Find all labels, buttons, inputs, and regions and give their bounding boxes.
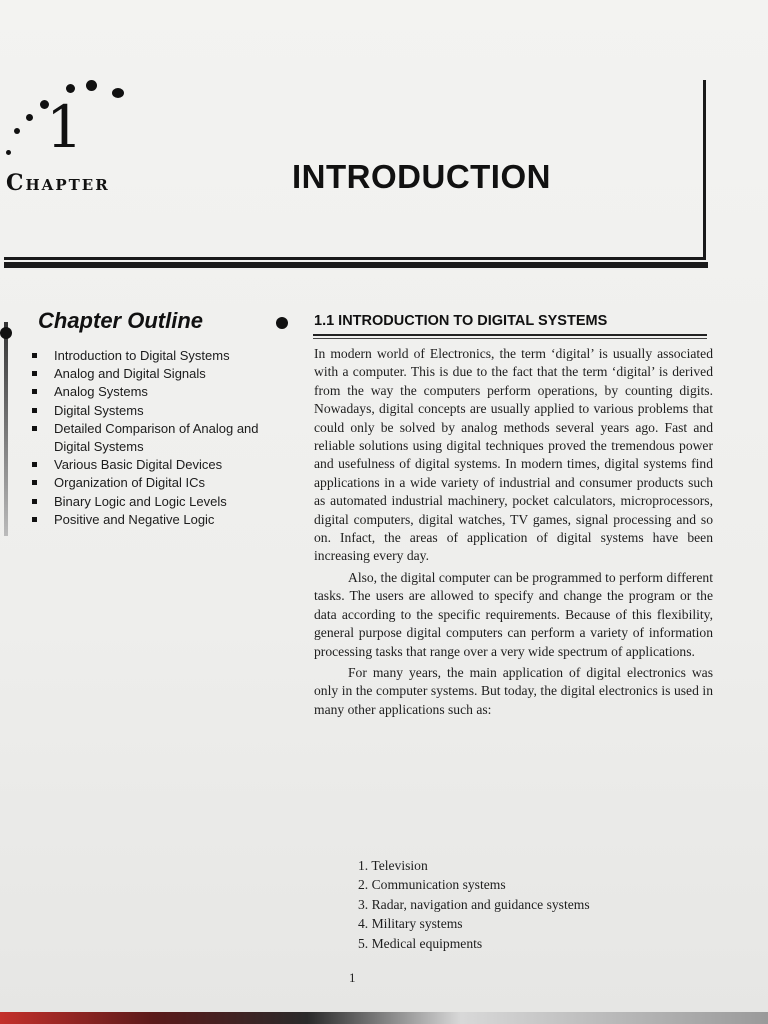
outline-item: Binary Logic and Logic Levels (30, 493, 294, 511)
section-heading: 1.1 INTRODUCTION TO DIGITAL SYSTEMS (314, 313, 608, 329)
page-number: 1 (349, 970, 356, 985)
application-item: 1. Television (358, 858, 428, 873)
outline-item: Digital Systems (30, 402, 294, 420)
outline-item: Analog Systems (30, 383, 294, 401)
chapter-label-text: Chapter (6, 170, 110, 196)
outline-dot-left (0, 327, 12, 339)
photo-bottom-edge (0, 1012, 768, 1024)
applications-list (358, 856, 590, 953)
section-heading-rule-thin (313, 338, 707, 339)
section-heading-rule (313, 334, 707, 336)
outline-side-rule (4, 322, 8, 536)
outline-item: Organization of Digital ICs (30, 474, 294, 492)
paragraph: Also, the digital computer can be programmed to perform different tasks. The users are allowed to specify and change the program or the data according to the specific requirements. Because of this flexibility, general purpose digital computers can perform a variety of information processing tasks that range over a very wide spectrum of applications. (314, 569, 713, 659)
outline-item: Detailed Comparison of Analog and Digital Systems (30, 420, 294, 456)
outline-heading: Chapter Outline (38, 308, 204, 333)
outline-item: Positive and Negative Logic (30, 511, 294, 529)
application-item: 3. Radar, navigation and guidance systems (358, 896, 590, 912)
chapter-label (6, 170, 110, 196)
outline-item: Various Basic Digital Devices (30, 456, 294, 474)
paragraph: In modern world of Electronics, the term ‘digital’ is usually associated with a computer. This is due to the fact that the term ‘digital’ is derived from the way the computers perform operations, by counting digits. Nowadays, digital concepts are usually applied to various problems that could only be solved by analog methods several years ago. Fast and reliable solutions using digital techniques proved the tremendous power and usefulness of digital systems. In modern times, digital systems find applications in a wide variety of industrial and consumer products such as automated industrial machinery, pocket calculators, microprocessors, digital computers, digital watches, TV games, signal processing and so on. Infact, the areas of application of digital systems have been increasing every day. (314, 346, 713, 564)
chapter-title: INTRODUCTION (292, 158, 551, 195)
paragraph: For many years, the main application of digital electronics was only in the computer systems. But today, the digital electronics is used in many other applications such as: (314, 664, 713, 717)
outline-dot-right (276, 317, 288, 329)
chapter-header-underline (4, 262, 708, 268)
application-item: 4. Military systems (358, 916, 463, 932)
outline-list (30, 347, 294, 529)
outline-item: Introduction to Digital Systems (30, 347, 294, 365)
outline-item: Analog and Digital Signals (30, 365, 294, 383)
chapter-number: 1 (46, 93, 83, 161)
section-body (314, 345, 713, 719)
application-item: 5. Medical equipments (358, 935, 483, 951)
application-item: 2. Communication systems (358, 877, 506, 893)
